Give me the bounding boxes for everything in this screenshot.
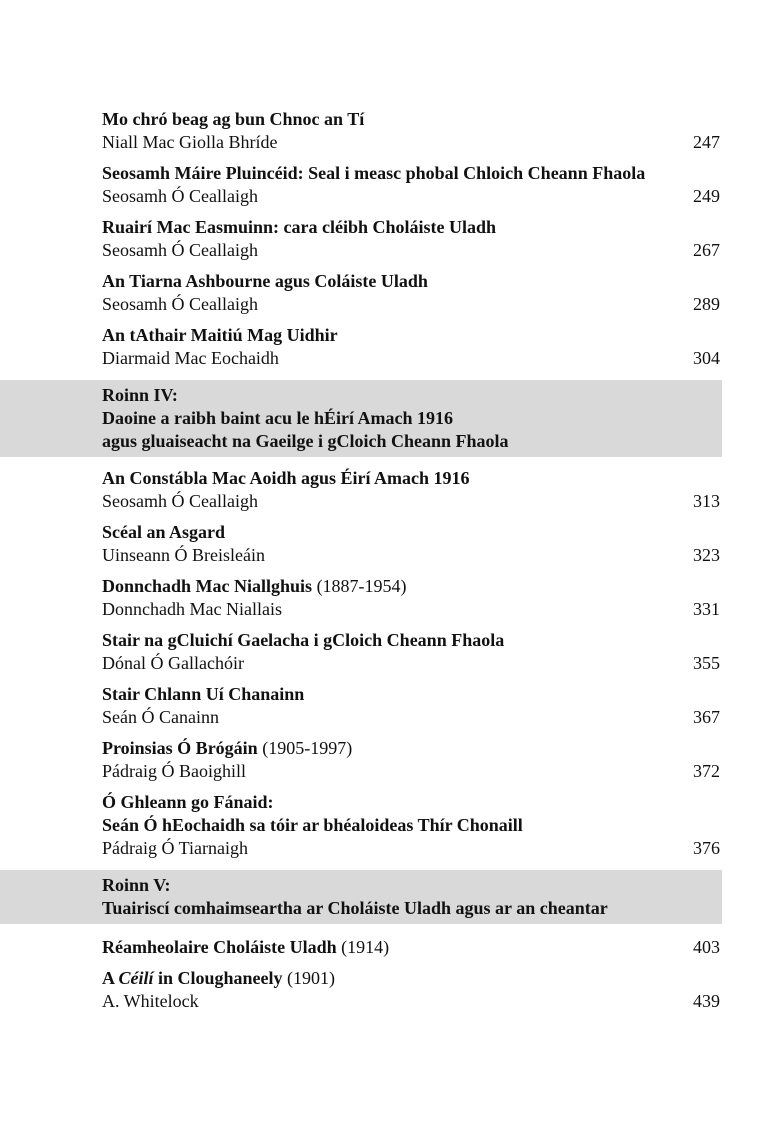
entry-page-number: 439	[693, 991, 720, 1011]
section-header-iv	[0, 380, 722, 457]
toc-entry[interactable]	[0, 575, 774, 621]
table-of-contents	[0, 108, 774, 1021]
section-heading: Roinn V:	[102, 875, 171, 895]
entry-page-number: 304	[693, 348, 720, 368]
entry-author: Dónal Ó Gallachóir	[102, 653, 244, 673]
entry-page-number: 403	[693, 937, 720, 957]
entry-page-number: 313	[693, 491, 720, 511]
entry-title-rest: in Cloughaneely	[158, 968, 283, 988]
entry-title: Ruairí Mac Easmuinn: cara cléibh Choláiste Uladh	[102, 217, 497, 237]
entry-subtitle: Seán Ó hEochaidh sa tóir ar bhéaloideas Thír Chonaill	[102, 815, 523, 835]
entry-page-number: 372	[693, 761, 720, 781]
entry-title: An Constábla Mac Aoidh agus Éirí Amach 1916	[102, 468, 470, 488]
entry-title-years: (1905-1997)	[262, 738, 353, 758]
entry-title-years: (1887-1954)	[316, 576, 407, 596]
entry-title-row	[102, 737, 722, 760]
entry-title-year: (1901)	[287, 968, 336, 988]
entry-author: Seosamh Ó Ceallaigh	[102, 186, 258, 206]
entry-title: Donnchadh Mac Niallghuis	[102, 576, 313, 596]
section-heading: Roinn IV:	[102, 385, 178, 405]
toc-entry[interactable]	[0, 936, 774, 959]
entry-page-number: 249	[693, 186, 720, 206]
section-title-line: Daoine a raibh baint acu le hÉirí Amach 1916	[102, 408, 454, 428]
toc-entry[interactable]	[0, 683, 774, 729]
entry-title: An Tiarna Ashbourne agus Coláiste Uladh	[102, 271, 428, 291]
entry-title: Ó Ghleann go Fánaid:	[102, 792, 274, 812]
entry-page-number: 323	[693, 545, 720, 565]
entry-author: Pádraig Ó Baoighill	[102, 761, 246, 781]
entry-title: Proinsias Ó Brógáin	[102, 738, 258, 758]
section-title-line: agus gluaiseacht na Gaeilge i gCloich Cheann Fhaola	[102, 431, 509, 451]
entry-author: A. Whitelock	[102, 991, 199, 1011]
toc-entry[interactable]	[0, 629, 774, 675]
entry-title: Réamheolaire Choláiste Uladh	[102, 937, 337, 957]
entry-author: Seán Ó Canainn	[102, 707, 219, 727]
toc-entry[interactable]	[0, 967, 774, 1013]
entry-title: Mo chró beag ag bun Chnoc an Tí	[102, 109, 365, 129]
toc-entry[interactable]	[0, 467, 774, 513]
entry-page-number: 289	[693, 294, 720, 314]
entry-page-number: 267	[693, 240, 720, 260]
toc-entry[interactable]	[0, 270, 774, 316]
toc-entry[interactable]	[0, 521, 774, 567]
toc-entry[interactable]	[0, 108, 774, 154]
entry-title-year: (1914)	[341, 937, 390, 957]
section-header-v	[0, 870, 722, 924]
entry-page-number: 367	[693, 707, 720, 727]
entry-author: Seosamh Ó Ceallaigh	[102, 491, 258, 511]
entry-page-number: 247	[693, 132, 720, 152]
entry-title-row	[102, 575, 722, 598]
entry-title-row	[102, 936, 722, 959]
entry-title: Stair Chlann Uí Chanainn	[102, 684, 305, 704]
entry-title-prefix: A	[102, 968, 115, 988]
entry-author: Seosamh Ó Ceallaigh	[102, 294, 258, 314]
toc-entry[interactable]	[0, 791, 774, 860]
entry-title-row	[102, 967, 722, 990]
entry-title: Stair na gCluichí Gaelacha i gCloich Cheann Fhaola	[102, 630, 505, 650]
entry-author: Donnchadh Mac Niallais	[102, 599, 282, 619]
entry-author: Niall Mac Giolla Bhríde	[102, 132, 278, 152]
toc-entry[interactable]	[0, 737, 774, 783]
entry-title: Seosamh Máire Pluincéid: Seal i measc phobal Chloich Cheann Fhaola	[102, 163, 646, 183]
entry-page-number: 331	[693, 599, 720, 619]
toc-entry[interactable]	[0, 216, 774, 262]
entry-author: Uinseann Ó Breisleáin	[102, 545, 265, 565]
entry-title-italic: Céilí	[118, 968, 154, 988]
entry-author: Seosamh Ó Ceallaigh	[102, 240, 258, 260]
entry-page-number: 376	[693, 838, 720, 858]
section-title-line: Tuairiscí comhaimseartha ar Choláiste Uladh agus ar an cheantar	[102, 898, 608, 918]
entry-title: An tAthair Maitiú Mag Uidhir	[102, 325, 338, 345]
toc-entry[interactable]	[0, 324, 774, 370]
entry-page-number: 355	[693, 653, 720, 673]
entry-title: Scéal an Asgard	[102, 522, 226, 542]
entry-author: Pádraig Ó Tiarnaigh	[102, 838, 248, 858]
entry-author: Diarmaid Mac Eochaidh	[102, 348, 279, 368]
toc-entry[interactable]	[0, 162, 774, 208]
